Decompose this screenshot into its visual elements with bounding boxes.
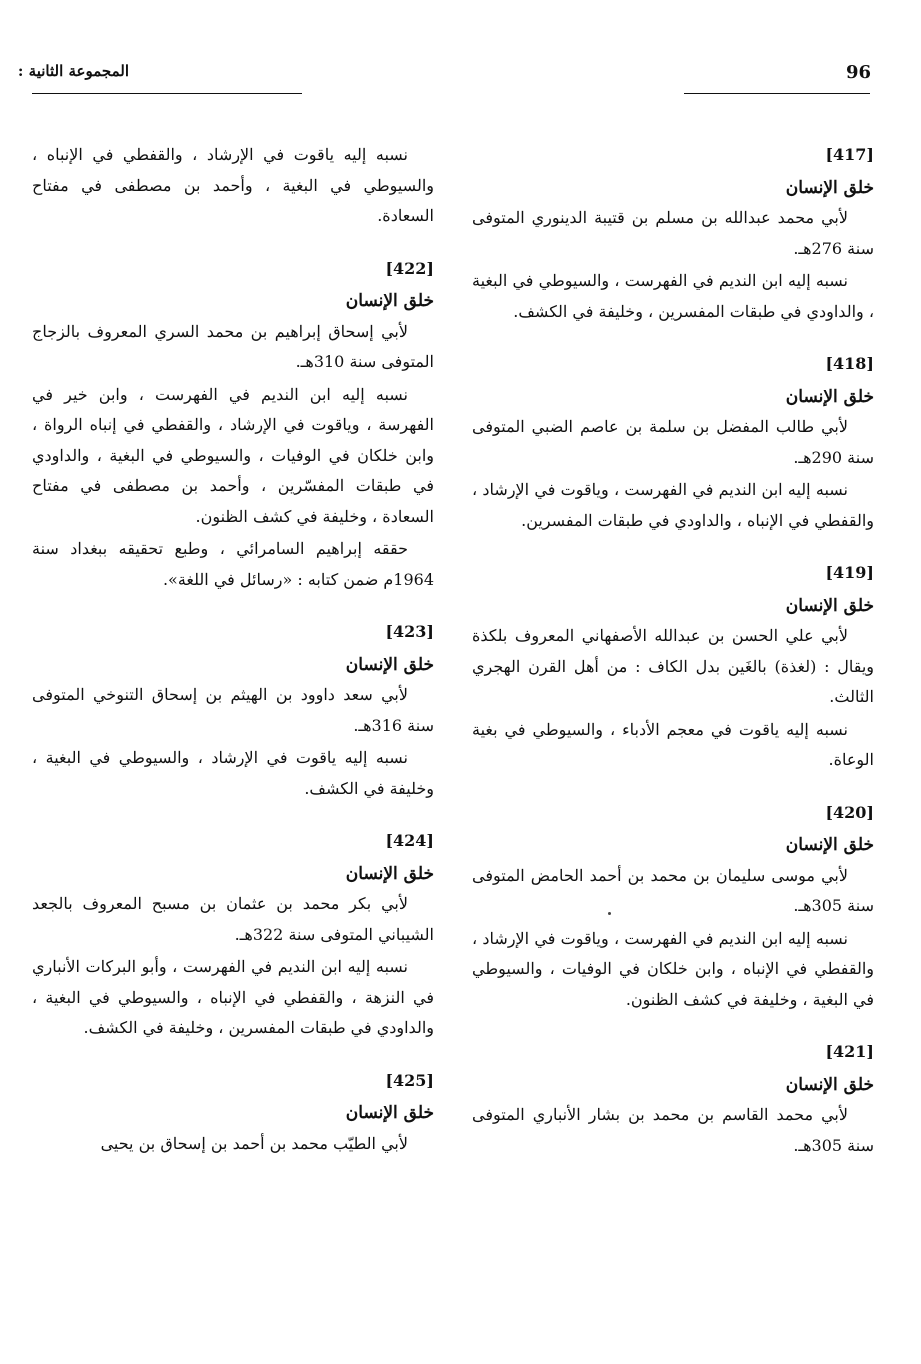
entry-417 [472, 140, 874, 327]
running-head: المجموعة الثانية : [17, 62, 129, 80]
left-column [32, 140, 434, 1181]
entry-title: خلق الإنسان [345, 291, 434, 311]
entry-title: خلق الإنسان [785, 1074, 874, 1095]
entry-author: لأبي إسحاق إبراهيم بن محمد السري المعروف بالزجاج المتوفى سنة 310هـ. [32, 321, 434, 371]
entry-title: خلق الإنسان [345, 654, 434, 675]
entry-425 [32, 1066, 434, 1160]
entry-title: خلق الإنسان [785, 595, 874, 616]
right-column [472, 140, 874, 1183]
page-number: 96 [846, 62, 872, 83]
entry-note: نسبه إليه ابن النديم في الفهرست ، والسيوطي في البغية ، والداودي في طبقات المفسرين ، وخليفة في الكشف. [472, 271, 874, 321]
entry-author: لأبي محمد القاسم بن محمد بن بشار الأنباري المتوفى سنة 305هـ. [472, 1105, 874, 1155]
entry-note: نسبه إليه ياقوت في معجم الأدباء ، والسيوطي في بغية الوعاة. [472, 719, 874, 769]
entry-number: [417] [825, 145, 874, 164]
entry-number: [424] [385, 831, 434, 850]
entry-author: لأبي علي الحسن بن عبدالله الأصفهاني المعروف بلكذة ويقال : (لغذة) بالغَين بدل الكاف : من أهل القرن الهجري الثالث. [472, 626, 874, 706]
entry-title: خلق الإنسان [785, 177, 874, 198]
entry-number: [420] [825, 802, 874, 822]
continued-note: نسبه إليه ياقوت في الإرشاد ، والقفطي في الإنباه ، والسيوطي في البغية ، وأحمد بن مصطفى في مفتاح السعادة. [32, 145, 434, 225]
entry-420 [472, 798, 874, 1016]
entry-note: نسبه إليه ابن النديم في الفهرست ، وياقوت في الإرشاد ، والقفطي في الإنباه ، والداودي في طبقات المفسرين. [472, 480, 874, 530]
entry-note: نسبه إليه ابن النديم في الفهرست ، وأبو البركات الأنباري في النزهة ، والقفطي في الإنباه ، والسيوطي في البغية ، والداودي في طبقات المفسرين ، وخليفة في الكشف. [32, 957, 434, 1037]
entry-418 [472, 349, 874, 536]
entry-421 [472, 1037, 874, 1161]
entry-number: [423] [385, 622, 434, 641]
stray-mark [608, 912, 611, 915]
entry-author: لأبي طالب المفضل بن سلمة بن عاصم الضبي المتوفى سنة 290هـ. [472, 417, 874, 467]
entry-title: خلق الإنسان [345, 863, 434, 884]
entry-note: نسبه إليه ابن النديم في الفهرست ، وياقوت في الإرشاد ، والقفطي في الإنباه ، وابن خلكان في الوفيات ، والسيوطي في البغية ، وخليفة في كشف الظنون. [472, 928, 874, 1009]
entry-number: [421] [825, 1042, 874, 1061]
entry-number: [422] [385, 258, 434, 278]
entry-author: لأبي الطيّب محمد بن أحمد بن إسحاق بن يحيى [100, 1133, 408, 1153]
entry-title: خلق الإنسان [785, 386, 874, 407]
entry-title: خلق الإنسان [345, 1103, 434, 1123]
entry-424 [32, 826, 434, 1044]
entry-number: [425] [385, 1070, 434, 1090]
entry-note: حققه إبراهيم السامرائي ، وطبع تحقيقه ببغداد سنة 1964م ضمن كتابه : «رسائل في اللغة». [32, 539, 434, 589]
entry-note: نسبه إليه ابن النديم في الفهرست ، وابن خير في الفهرسة ، وياقوت في الإرشاد ، والقفطي في إنباه الرواة ، وابن خلكان في الوفيات ، والسيوطي في البغية ، والداودي في طبقات المفسّرين ، وأحمد بن مصطفى في مفتاح السعادة ، وخليفة في كشف الظنون. [32, 384, 434, 526]
entry-author: لأبي موسى سليمان بن محمد بن أحمد الحامض المتوفى سنة 305هـ. [472, 865, 874, 915]
entry-author: لأبي سعد داوود بن الهيثم بن إسحاق التنوخي المتوفى سنة 316هـ. [32, 685, 434, 735]
header-rule-right [684, 93, 870, 94]
entry-author: لأبي محمد عبدالله بن مسلم بن قتيبة الدينوري المتوفى سنة 276هـ. [472, 208, 874, 258]
header-rule-left [32, 93, 302, 94]
entry-number: [418] [825, 354, 874, 373]
entry-title: خلق الإنسان [785, 835, 874, 855]
entry-number: [419] [825, 563, 874, 582]
entry-419 [472, 558, 874, 776]
entry-422 [32, 254, 434, 596]
entry-note: نسبه إليه ياقوت في الإرشاد ، والسيوطي في البغية ، وخليفة في الكشف. [32, 748, 434, 798]
entry-author: لأبي بكر محمد بن عثمان بن مسبح المعروف بالجعد الشيباني المتوفى سنة 322هـ. [32, 894, 434, 944]
entry-423 [32, 617, 434, 804]
